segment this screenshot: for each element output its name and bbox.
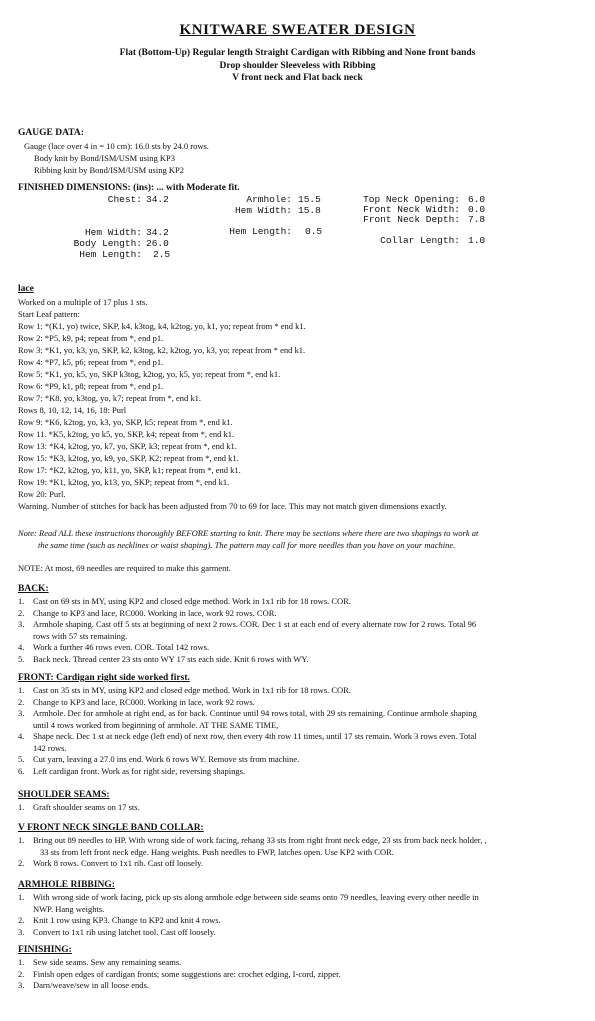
step-number: 1.	[18, 685, 25, 695]
step-number: 3.	[18, 980, 25, 990]
step-text: until 4 rows worked from beginning of armhole. AT THE SAME TIME,	[33, 719, 279, 730]
dim-label: Chest:	[107, 194, 142, 205]
dim-label: Hem Length:	[229, 226, 292, 237]
step-number: 4.	[18, 642, 25, 652]
step-number: 2.	[18, 696, 25, 707]
back-steps	[18, 596, 578, 665]
back-step	[18, 654, 578, 666]
collar-heading: V FRONT NECK SINGLE BAND COLLAR:	[18, 823, 204, 833]
dim-value: 15.8	[298, 205, 321, 216]
subtitle-line-3: V front neck and Flat back neck	[232, 73, 363, 83]
step-number: 6.	[18, 765, 25, 776]
dim-value: 0.0	[468, 204, 486, 215]
lace-line: Row 15: *K3, k2tog, yo, k9, yo, SKP, K2; repeat from *, end k1.	[18, 453, 239, 463]
step-text: Shape neck. Dec 1 st at neck edge (left end) of next row, then every 4th row 11 times, until 17 sts remain. Work 3 rows even. Total	[33, 731, 477, 741]
finishing-step	[18, 957, 578, 969]
step-text: Change to KP3 and lace, RC000. Working in lace, work 92 rows. COR.	[33, 607, 277, 618]
collar-step	[18, 858, 578, 870]
armhole-step-cont	[18, 904, 578, 916]
note-line: the same time (such as necklines or waist shaping). The pattern may call for more needles than you have on your machine.	[38, 540, 456, 550]
step-text: Work a further 46 rows even. COR. Total 142 rows.	[33, 642, 210, 652]
gauge-line: Gauge (lace over 4 in = 10 cm): 16.0 sts by 24.0 rows.	[24, 141, 209, 151]
step-text: Graft shoulder seams on 17 sts.	[33, 802, 140, 812]
step-text: With wrong side of work facing, pick up sts along armhole edge between side seams onto 79 needles, leaving every other needle in	[33, 892, 479, 902]
step-text: Change to KP3 and lace, RC000. Working in lace, work 92 rows.	[33, 696, 255, 707]
finishing-step	[18, 969, 578, 981]
finishing-heading: FINISHING:	[18, 945, 72, 955]
step-number: 5.	[18, 653, 25, 664]
finishing-steps	[18, 957, 578, 992]
lace-line: Worked on a multiple of 17 plus 1 sts.	[18, 297, 148, 307]
gauge-line: Body knit by Bond/ISM/USM using KP3	[34, 153, 175, 163]
lace-line: Row 17: *K2, k2tog, yo, k11, yo, SKP, k1; repeat from *, end k1.	[18, 465, 241, 475]
gauge-line: Ribbing knit by Bond/ISM/USM using KP2	[34, 165, 184, 175]
collar-step	[18, 835, 578, 847]
step-number: 1.	[18, 596, 25, 606]
step-text: rows with 57 sts remaining.	[33, 630, 128, 641]
lace-line: Row 9: *K6, k2tog, yo, k3, yo, SKP, k5; repeat from *, end k1.	[18, 417, 233, 427]
dim-value: 15.5	[298, 194, 321, 205]
dim-label: Collar Length:	[380, 235, 460, 246]
lace-line: Row 5: *K1, yo, k5, yo, SKP k3tog, k2tog, yo, k5, yo; repeat from *, end k1.	[18, 369, 281, 379]
front-steps	[18, 685, 578, 777]
lace-line: Row 7: *K8, yo, k3tog, yo, k7; repeat from *, end k1.	[18, 393, 201, 403]
step-number: 3.	[18, 926, 25, 937]
step-text: NWP. Hang weights.	[33, 903, 105, 914]
step-number: 5.	[18, 754, 25, 764]
subtitle-line-2: Drop shoulder Sleeveless with Ribbing	[219, 61, 376, 71]
step-text: Left cardigan front. Work as for right side, reversing shapings.	[33, 765, 246, 776]
page-title: KNITWARE SWEATER DESIGN	[179, 22, 416, 38]
step-text: Armhole shaping. Cast off 5 sts at beginning of next 2 rows. COR. Dec 1 st at each end of every alternate row for 2 rows. Total 96	[33, 619, 477, 629]
step-number: 1.	[18, 835, 25, 845]
dim-label: Hem Length:	[79, 249, 142, 260]
armhole-heading: ARMHOLE RIBBING:	[18, 880, 115, 890]
step-text: 142 rows.	[33, 742, 67, 753]
lace-line: Rows 8, 10, 12, 14, 16, 18: Purl	[18, 405, 127, 415]
lace-line: Row 13: *K4, k2tog, yo, k7, yo, SKP, k3; repeat from *, end k1.	[18, 441, 237, 451]
front-step	[18, 766, 578, 778]
back-heading: BACK:	[18, 584, 49, 594]
step-text: Darn/weave/sew in all loose ends.	[33, 980, 149, 990]
dim-value: 2.5	[153, 249, 171, 260]
note-line: Note: Read ALL these instructions thoroughly BEFORE starting to knit. There may be sections where there are two shapings to work at	[18, 528, 479, 538]
step-text: Armhole. Dec for armhole at right end, as for back. Continue until 94 rows total, with 29 sts remaining. Continue armhole shaping	[33, 708, 477, 718]
gauge-heading: GAUGE DATA:	[18, 128, 84, 138]
dim-label: Hem Width:	[234, 205, 292, 216]
armhole-step	[18, 915, 578, 927]
front-step-cont	[18, 743, 578, 755]
step-text: Bring out 89 needles to HP. With wrong side of work facing, rehang 33 sts from right front neck edge, 23 sts from back neck holder, ,	[33, 835, 487, 845]
dim-value: 34.2	[146, 227, 169, 238]
dim-value: 34.2	[146, 194, 169, 205]
finishing-step	[18, 980, 578, 992]
front-step	[18, 754, 578, 766]
shoulder-steps	[18, 802, 578, 814]
step-text: Finish open edges of cardigan fronts; some suggestions are: crochet edging, I-cord, zipper.	[33, 968, 341, 979]
step-text: Sew side seams. Sew any remaining seams.	[33, 957, 182, 967]
armhole-step	[18, 892, 578, 904]
step-number: 3.	[18, 619, 25, 629]
front-step	[18, 708, 578, 720]
lace-line: Row 11. *K5, k2tog, yo k5, yo, SKP, k4; repeat from *, end k1.	[18, 429, 235, 439]
front-step	[18, 697, 578, 709]
step-text: Cast on 69 sts in MY, using KP2 and closed edge method. Work in 1x1 rib for 18 rows. COR.	[33, 596, 351, 606]
note-needles: NOTE: At most, 69 needles are required to make this garment.	[18, 563, 231, 573]
dim-label: Front Neck Depth:	[363, 214, 460, 225]
lace-line: Row 19: *K1, k2tog, yo, k13, yo, SKP; repeat from *, end k1.	[18, 477, 230, 487]
step-text: 33 sts from left front neck edge. Hang weights. Push needles to FWP, latches open. Use KP2 with COR.	[40, 846, 394, 857]
step-number: 1.	[18, 802, 25, 812]
step-number: 2.	[18, 968, 25, 979]
step-number: 4.	[18, 731, 25, 741]
lace-line: Row 2: *P5, k9, p4; repeat from *, end p1.	[18, 333, 164, 343]
armhole-step	[18, 927, 578, 939]
dim-value: 7.8	[468, 214, 486, 225]
shoulder-step	[18, 802, 578, 814]
lace-line: Row 6: *P9, k1, p8; repeat from *, end p1.	[18, 381, 164, 391]
dim-label: Front Neck Width:	[363, 204, 460, 215]
step-number: 2.	[18, 915, 25, 925]
lace-line: Row 4: *P7, k5, p6; repeat from *, end p1.	[18, 357, 164, 367]
step-text: Knit 1 row using KP3. Change to KP2 and knit 4 rows.	[33, 915, 221, 925]
step-text: Work 8 rows. Convert to 1x1 rib. Cast off loosely.	[33, 858, 204, 868]
lace-line: Row 20: Purl.	[18, 489, 66, 499]
back-step	[18, 596, 578, 608]
back-step	[18, 642, 578, 654]
collar-steps	[18, 835, 578, 870]
front-heading: FRONT: Cardigan right side worked first.	[18, 673, 190, 683]
step-number: 3.	[18, 708, 25, 718]
lace-line: Start Leaf pattern:	[18, 309, 80, 319]
dim-label: Armhole:	[246, 194, 292, 205]
step-text: Back neck. Thread center 23 sts onto WY 17 sts each side. Knit 6 rows with WY.	[33, 653, 309, 664]
warning-text: Warning. Number of stitches for back has been adjusted from 70 to 69 for lace. This may not match given dimensions exactly.	[18, 501, 447, 511]
dim-label: Hem Width:	[84, 227, 142, 238]
armhole-steps	[18, 892, 578, 938]
back-step	[18, 608, 578, 620]
step-number: 2.	[18, 858, 25, 868]
front-step-cont	[18, 720, 578, 732]
dim-value: 26.0	[146, 238, 169, 249]
dim-value: 6.0	[468, 194, 486, 205]
dim-label: Body Length:	[73, 238, 142, 249]
step-text: Cast on 35 sts in MY, using KP2 and closed edge method. Work in 1x1 rib for 18 rows. COR.	[33, 685, 351, 695]
collar-step-cont	[18, 847, 578, 859]
dim-value: 1.0	[468, 235, 486, 246]
step-number: 1.	[18, 892, 25, 902]
dim-value: 0.5	[305, 226, 323, 237]
step-text: Convert to 1x1 rib using latchet tool. Cast off loosely.	[33, 926, 216, 937]
lace-instructions	[18, 296, 306, 500]
step-number: 1.	[18, 957, 25, 967]
lace-heading: lace	[18, 284, 34, 294]
back-step	[18, 619, 578, 631]
front-step	[18, 731, 578, 743]
front-step	[18, 685, 578, 697]
shoulder-heading: SHOULDER SEAMS:	[18, 790, 110, 800]
back-step-cont	[18, 631, 578, 643]
step-number: 2.	[18, 607, 25, 618]
subtitle-line-1: Flat (Bottom-Up) Regular length Straight Cardigan with Ribbing and None front bands	[119, 48, 476, 58]
step-text: Cut yarn, leaving a 27.0 ins end. Work 6 rows WY. Remove sts from machine.	[33, 754, 300, 764]
dim-label: Top Neck Opening:	[363, 194, 460, 205]
lace-line: Row 1: *(K1, yo) twice, SKP, k4, k3tog, k4, k2tog, yo, k1, yo; repeat from * end k1.	[18, 321, 306, 331]
dimensions-heading: FINISHED DIMENSIONS: (ins): ... with Moderate fit.	[18, 183, 240, 193]
lace-line: Row 3: *K1, yo, k3, yo, SKP, k2, k3tog, k2, k2tog, yo, k3, yo; repeat from * end k1.	[18, 345, 306, 355]
